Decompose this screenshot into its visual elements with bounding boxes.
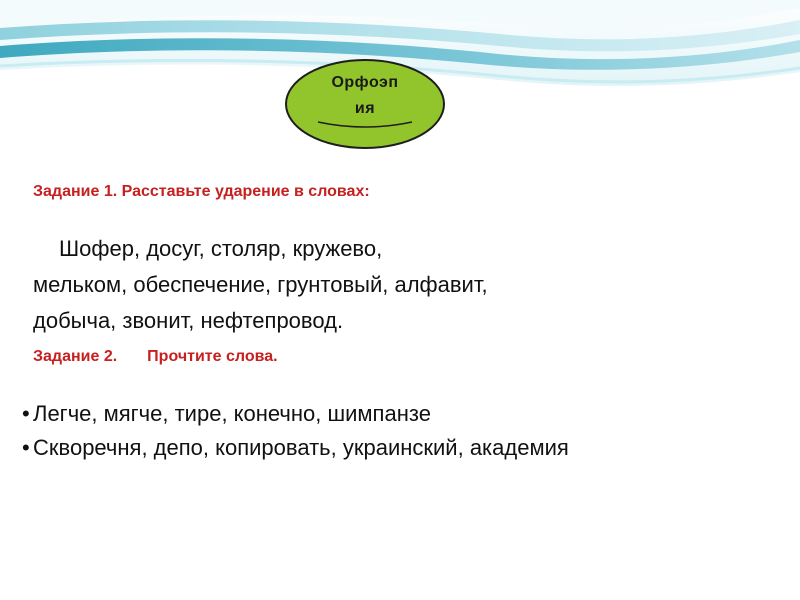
task1-line: мельком, обеспечение, грунтовый, алфавит, (33, 272, 488, 297)
topic-badge-line1: Орфоэп (331, 74, 399, 91)
task2-heading (33, 348, 278, 366)
topic-badge-line2: ия (354, 100, 376, 117)
task1-line: добыча, звонит, нефтепровод. (33, 308, 344, 333)
task2-heading-text: Прочтите слова. (147, 348, 278, 365)
task2-heading-number: Задание 2. (33, 348, 118, 365)
task1-heading: Задание 1. Расставьте ударение в словах: (33, 183, 370, 200)
task1-word-list (33, 231, 673, 339)
topic-badge-title (284, 70, 446, 122)
task2-word-list (22, 397, 792, 465)
task1-line: Шофер, досуг, столяр, кружево, (59, 236, 383, 261)
list-item: • Скворечня, депо, копировать, украинский, академия (22, 431, 792, 465)
list-item: • Легче, мягче, тире, конечно, шимпанзе (22, 397, 792, 431)
